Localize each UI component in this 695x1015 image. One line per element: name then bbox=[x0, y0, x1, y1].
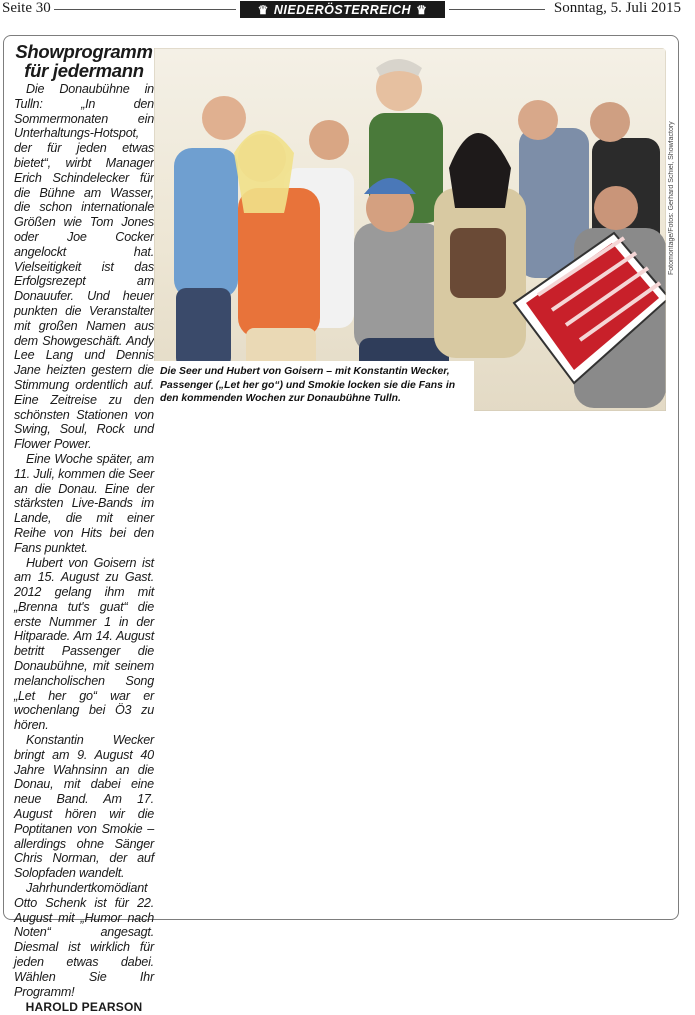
article-paragraph: Hubert von Goisern ist am 15. August zu Gast. 2012 gelang ihm mit „Brenna tut's guat“ die erste Nummer 1 in der Hitparade. Am 14. August betritt Passenger die Donaubühne, mit seinem melancholischen Song „Let her go“ war er wochenlang bei Ö3 zu hören. bbox=[14, 555, 154, 733]
article-headline: Showprogramm für jedermann bbox=[15, 41, 153, 81]
crown-icon: ♛ bbox=[416, 2, 428, 17]
issue-date: Sonntag, 5. Juli 2015 bbox=[553, 0, 681, 16]
article-paragraph: Eine Woche später, am 11. Juli, kommen die Seer an die Donau. Eine der stärksten Live-Bands im Lande, die mit einer Reihe von Hits bei den Fans punktet. bbox=[14, 451, 154, 555]
photo-caption: Die Seer und Hubert von Goisern – mit Konstantin Wecker, Passenger („Let her go“) und Smokie locken sie die Fans in den kommenden Wochen zur Donaubühne Tulln. bbox=[154, 361, 474, 411]
page-number: Seite 30 bbox=[2, 0, 51, 16]
header-rule-left bbox=[54, 9, 236, 10]
page-header bbox=[0, 0, 695, 22]
header-rule-right bbox=[449, 9, 545, 10]
photo-montage-illustration bbox=[154, 48, 666, 411]
section-title: NIEDERÖSTERREICH bbox=[273, 2, 412, 17]
person-back-left bbox=[174, 96, 246, 368]
article-paragraph: Konstantin Wecker bringt am 9. August 40 Jahre Wahnsinn an die Donau, mit dabei eine neue Band. Am 17. August hören wir die Poptitanen von Smokie – allerdings ohne Sänger Chris Norman, der auf Solopfaden wandelt. bbox=[14, 733, 154, 881]
article-paragraph: Jahrhundertkomödiant Otto Schenk ist für 22. August mit „Humor nach Noten“ angesagt. Diesmal ist wirklich für jeden etwas dabei. Wählen Sie Ihr Programm! bbox=[14, 881, 154, 999]
person-front-woman-dark-hair bbox=[434, 133, 526, 358]
photo-credit: Fotomontage/Fotos: Gerhard Schiel, Showfactory bbox=[668, 121, 675, 275]
group-photo bbox=[154, 48, 666, 411]
person-front-blonde-woman bbox=[234, 131, 320, 369]
crown-icon: ♛ bbox=[257, 2, 269, 17]
article-author: HAROLD PEARSON bbox=[25, 1000, 143, 1015]
section-banner bbox=[240, 1, 445, 18]
article-paragraph: Die Donaubühne in Tulln: „In den Sommermonaten ein Unterhaltungs-Hotspot, der für jeden etwas bietet“, wirbt Manager Erich Schindelecker für die Bühne am Wasser, die schon internationale Größen wie Tom Jones oder Joe Cocker angelockt hat. Vielseitigkeit ist das Erfolgsrezept am Donauufer. Und heuer punkten die Veranstalter mit großen Namen aus dem Showgeschäft. Andy Lee Lang und Dennis Jane heizten gestern die Stimmung ordentlich auf. Eine Zeitreise zu den schönsten Stationen von Swing, Soul, Rock und Flower Power. bbox=[14, 82, 154, 452]
article-column bbox=[14, 41, 154, 1015]
